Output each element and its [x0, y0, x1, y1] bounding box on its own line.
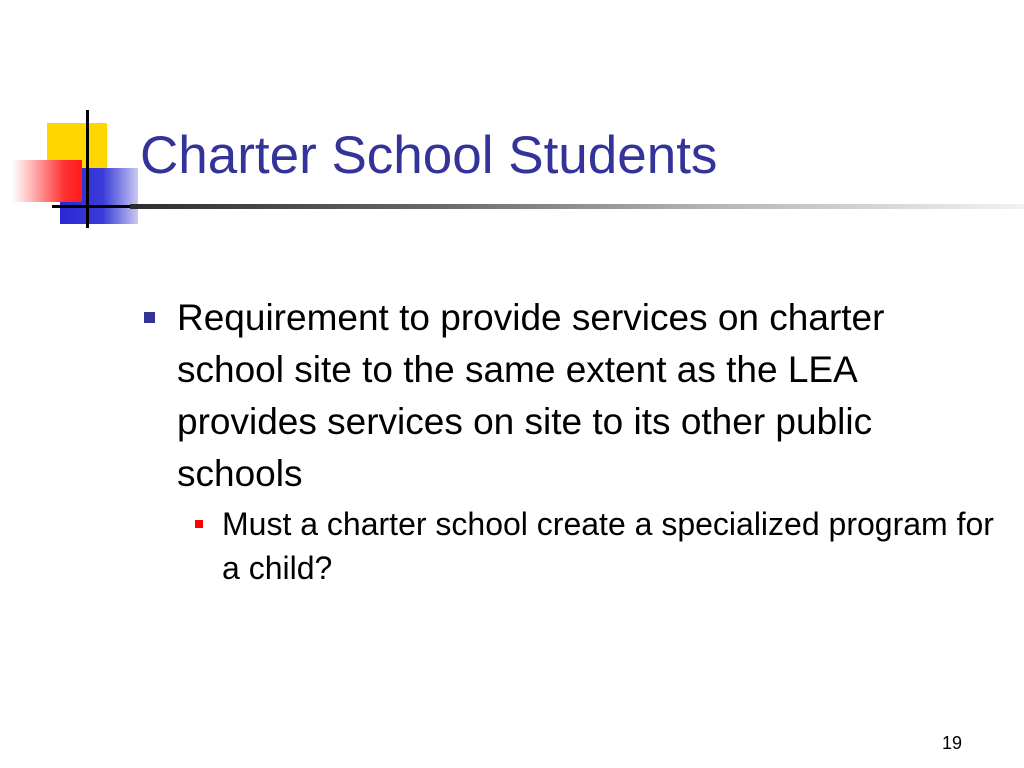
sub-bullet-item — [177, 502, 1000, 590]
logo-vertical-line — [86, 110, 89, 228]
small-square-bullet-icon — [195, 520, 203, 528]
sub-bullet-text: Must a charter school create a specialized program for a child? — [222, 506, 994, 586]
page-number: 19 — [941, 733, 962, 753]
bullet-item — [140, 292, 1000, 590]
logo-horizontal-line — [52, 205, 142, 208]
bullet-list — [140, 292, 1000, 590]
sub-bullet-list — [177, 502, 1000, 590]
square-bullet-icon — [144, 312, 155, 323]
bullet-text: Requirement to provide services on charter school site to the same extent as the LEA provides services on site to its other public schools — [177, 297, 885, 494]
red-square-shape — [12, 160, 82, 202]
slide-title: Charter School Students — [140, 126, 718, 185]
title-underline-rule — [130, 204, 1024, 209]
